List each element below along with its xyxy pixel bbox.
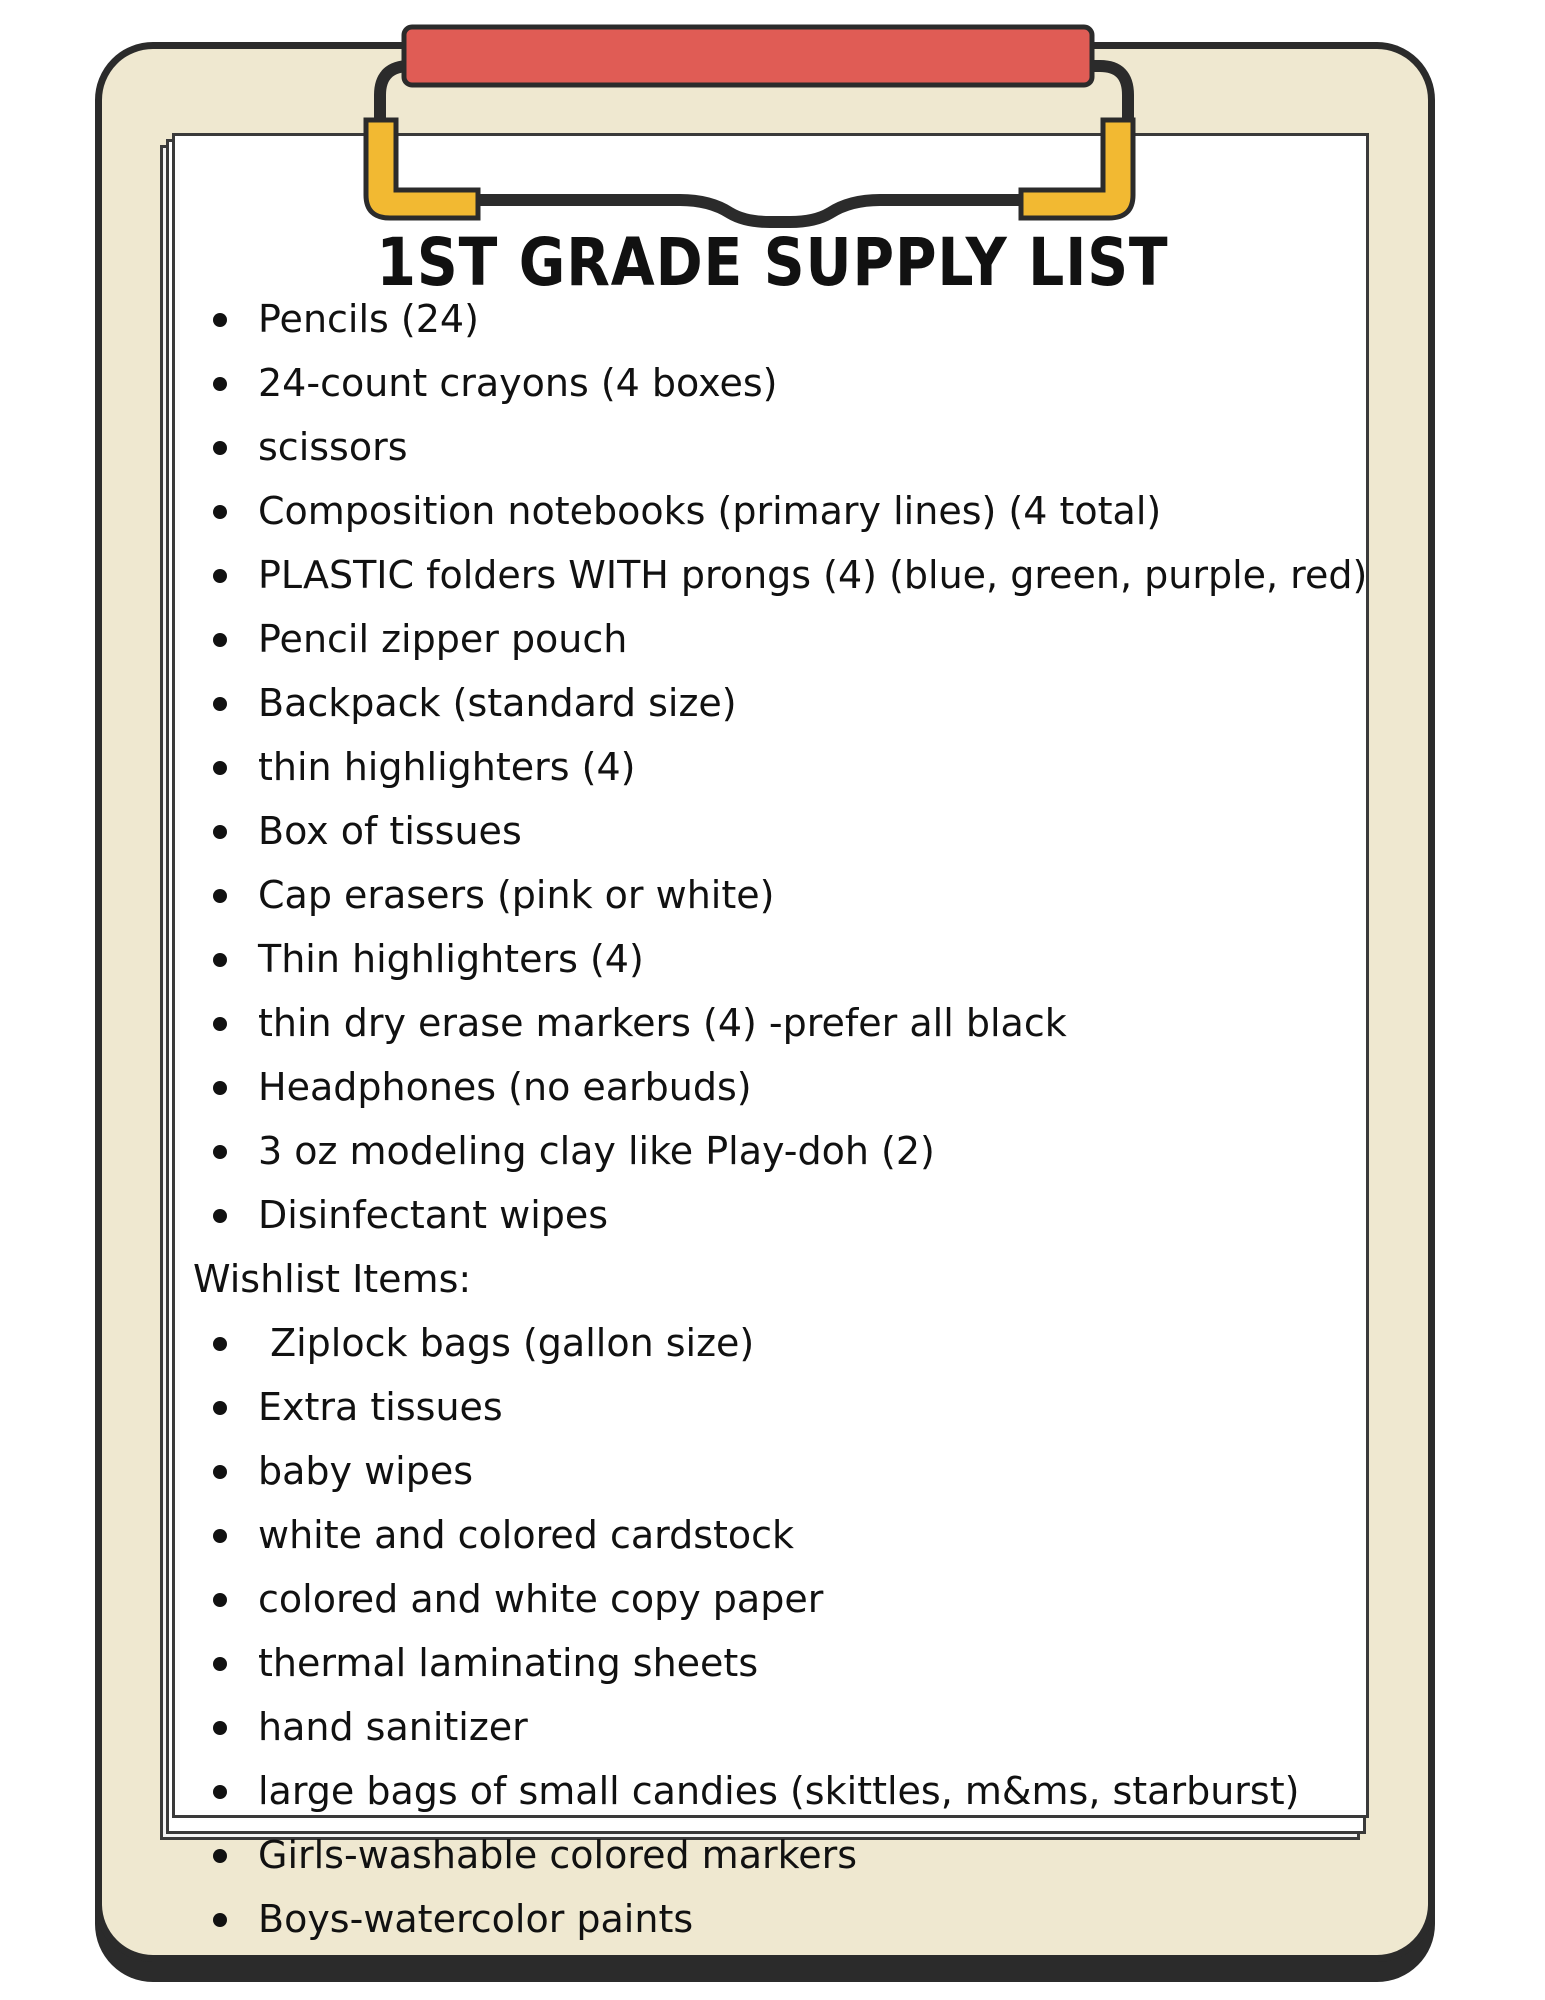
wishlist-heading: Wishlist Items: [193, 1257, 472, 1301]
bullet-icon [213, 697, 227, 711]
list-item: thermal laminating sheets [193, 1631, 1393, 1695]
page-title: 1ST GRADE SUPPLY LIST [376, 224, 1169, 301]
bullet-icon [213, 441, 227, 455]
bullet-icon [213, 1529, 227, 1543]
clip-corner-left [366, 120, 478, 218]
bullet-icon [213, 1017, 227, 1031]
list-item: Pencil zipper pouch [193, 607, 1393, 671]
list-item: Composition notebooks (primary lines) (4 total) [193, 479, 1393, 543]
bullet-icon [213, 1145, 227, 1159]
list-item: PLASTIC folders WITH prongs (4) (blue, green, purple, red) [193, 543, 1393, 607]
list-item: Girls-washable colored markers [193, 1823, 1393, 1887]
bullet-icon [213, 889, 227, 903]
list-item: Cap erasers (pink or white) [193, 863, 1393, 927]
clip-wire-bottom [470, 200, 1020, 222]
list-item: Disinfectant wipes [193, 1183, 1393, 1247]
bullet-icon [213, 761, 227, 775]
list-item: hand sanitizer [193, 1695, 1393, 1759]
wishlist-list [193, 1311, 1393, 1951]
list-item: Ziplock bags (gallon size) [193, 1311, 1393, 1375]
bullet-icon [213, 1657, 227, 1671]
list-item: Headphones (no earbuds) [193, 1055, 1393, 1119]
bullet-icon [213, 1209, 227, 1223]
bullet-icon [213, 1401, 227, 1415]
list-item: Pencils (24) [193, 287, 1393, 351]
bullet-icon [213, 1913, 227, 1927]
bullet-icon [213, 1785, 227, 1799]
list-item: Extra tissues [193, 1375, 1393, 1439]
list-item: colored and white copy paper [193, 1567, 1393, 1631]
list-item: Thin highlighters (4) [193, 927, 1393, 991]
supply-list-content [193, 287, 1393, 1951]
list-item: baby wipes [193, 1439, 1393, 1503]
bullet-icon [213, 1337, 227, 1351]
bullet-icon [213, 1081, 227, 1095]
supply-list [193, 287, 1393, 1247]
list-item: Boys-watercolor paints [193, 1887, 1393, 1951]
bullet-icon [213, 569, 227, 583]
clip-corner-right [1021, 120, 1133, 218]
bullet-icon [213, 505, 227, 519]
bullet-icon [213, 1721, 227, 1735]
list-item: Backpack (standard size) [193, 671, 1393, 735]
list-item: 24-count crayons (4 boxes) [193, 351, 1393, 415]
list-item: scissors [193, 415, 1393, 479]
list-item: large bags of small candies (skittles, m&ms, starburst) [193, 1759, 1393, 1823]
bullet-icon [213, 313, 227, 327]
list-item: white and colored cardstock [193, 1503, 1393, 1567]
bullet-icon [213, 1465, 227, 1479]
list-item: 3 oz modeling clay like Play-doh (2) [193, 1119, 1393, 1183]
list-item: thin highlighters (4) [193, 735, 1393, 799]
bullet-icon [213, 1849, 227, 1863]
clip-top-bar [404, 27, 1092, 85]
list-item: Box of tissues [193, 799, 1393, 863]
bullet-icon [213, 825, 227, 839]
bullet-icon [213, 633, 227, 647]
list-item: thin dry erase markers (4) -prefer all black [193, 991, 1393, 1055]
bullet-icon [213, 1593, 227, 1607]
bullet-icon [213, 953, 227, 967]
bullet-icon [213, 377, 227, 391]
